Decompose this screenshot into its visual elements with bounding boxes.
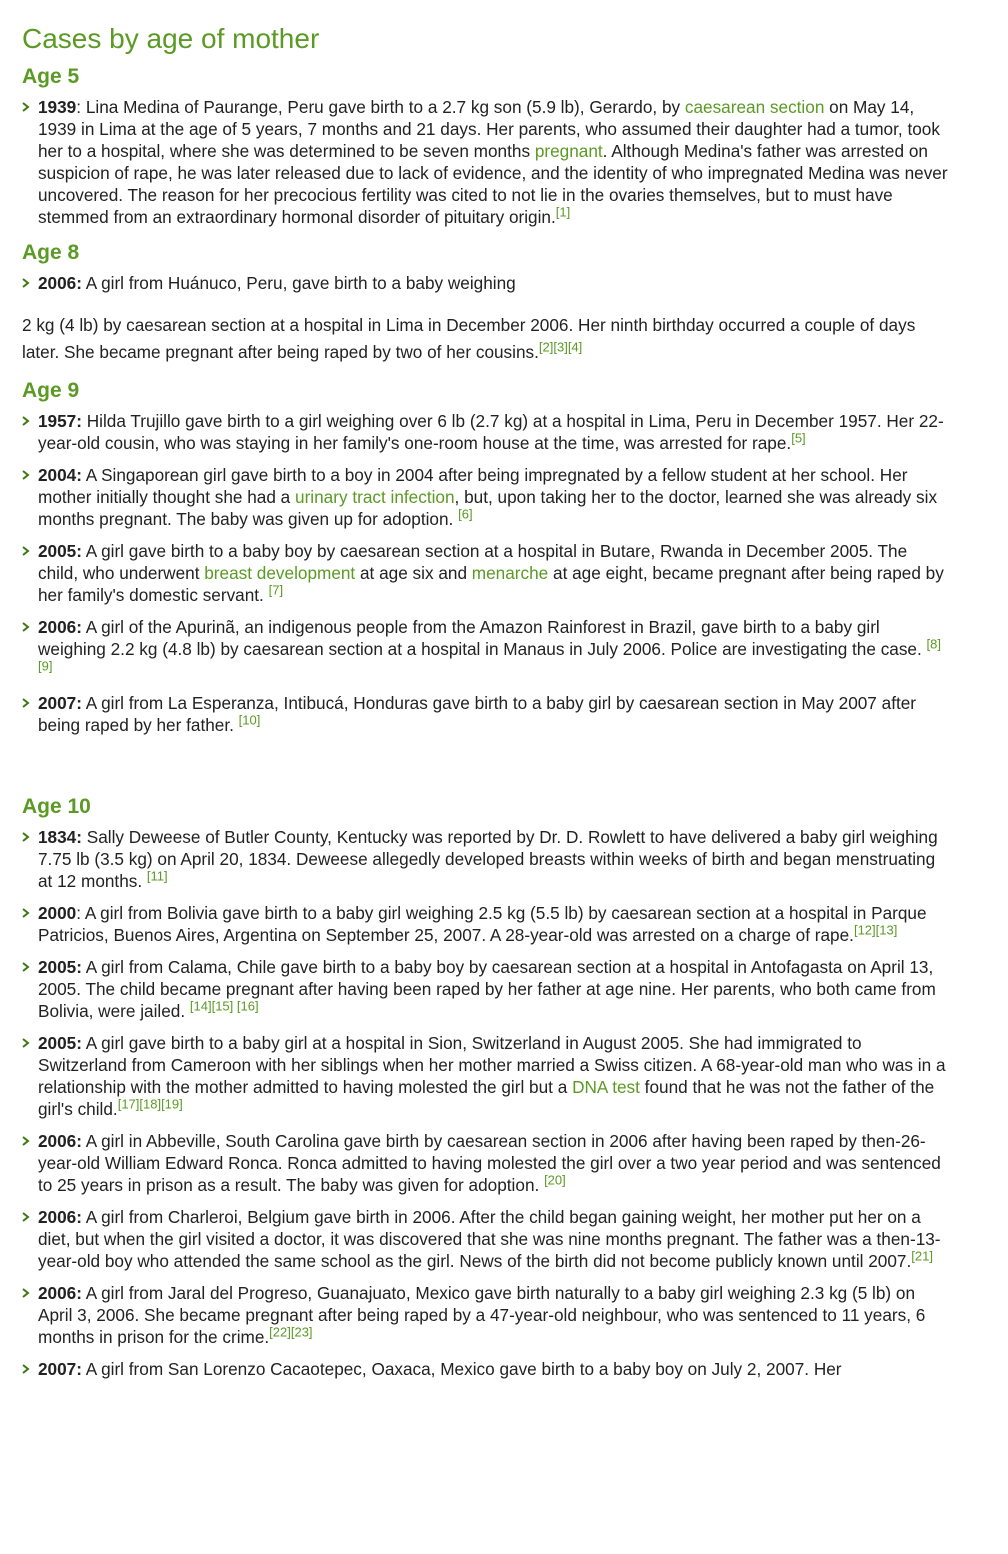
case-year: 1957:: [38, 411, 82, 431]
reference-link[interactable]: [8] [9]: [38, 636, 942, 674]
reference-link[interactable]: [21]: [911, 1248, 933, 1264]
case-year: 2006:: [38, 617, 82, 637]
reference-link[interactable]: [11]: [146, 868, 168, 884]
link-breast-development[interactable]: breast development: [204, 563, 356, 583]
list-item: 2004: A Singaporean girl gave birth to a boy in 2004 after being impregnated by a fellow student at her school. Her mother initially thought she had a urinary tract infection, but, upon taking her to the doctor, learned she was already six months pregnant. The baby was given up for adoption. [6]: [22, 464, 948, 530]
chevron-right-icon: [22, 1136, 30, 1146]
case-year: 2006:: [38, 1283, 82, 1303]
case-year: 2006:: [38, 1131, 82, 1151]
list-item: 2005: A girl gave birth to a baby girl at a hospital in Sion, Switzerland in August 2005. She had immigrated to Switzerland from Cameroon with her siblings when her mother married a Swiss citizen. A 68-year-old man who was in a relationship with the mother admitted to having molested the girl but a DNA test found that he was not the father of the girl's child.[17][18][19]: [22, 1032, 948, 1120]
link-menarche[interactable]: menarche: [471, 563, 549, 583]
chevron-right-icon: [22, 1038, 30, 1048]
section-heading-age-9: Age 9: [22, 379, 80, 402]
case-year: 1834:: [38, 827, 82, 847]
chevron-right-icon: [22, 698, 30, 708]
list-item: 1939: Lina Medina of Paurange, Peru gave birth to a 2.7 kg son (5.9 lb), Gerardo, by caesarean section on May 14, 1939 in Lima at the age of 5 years, 7 months and 21 days. Her parents, who assumed their daughter had a tumor, took her to a hospital, where she was determined to be seven months pregnant. Although Medina's father was arrested on suspicion of rape, he was later released due to lack of evidence, and the identity of who impregnated Medina was never uncovered. The reason for her precocious fertility was cited to not lie in the ovaries themselves, but to must have stemmed from an extraordinary hormonal disorder of pituitary origin.[1]: [22, 96, 948, 228]
paragraph: 2 kg (4 lb) by caesarean section at a hospital in Lima in December 2006. Her ninth birthday occurred a couple of days later. She became pregnant after being raped by two of her cousins.[2][3][4]: [22, 315, 916, 362]
case-list-age-9: [22, 410, 948, 736]
case-list-age-10: [22, 826, 948, 1380]
reference-link[interactable]: [17][18][19]: [117, 1096, 183, 1112]
case-year: 2005:: [38, 1033, 82, 1053]
reference-link[interactable]: [12][13]: [853, 922, 898, 938]
reference-link[interactable]: [14][15] [16]: [189, 998, 259, 1014]
reference-link[interactable]: [5]: [791, 430, 806, 446]
chevron-right-icon: [22, 470, 30, 480]
case-year: 1939: [38, 97, 77, 117]
case-list-age-8: [22, 272, 948, 294]
case-year: 2007:: [38, 693, 82, 713]
case-year: 2005:: [38, 957, 82, 977]
reference-link[interactable]: [6]: [458, 506, 473, 522]
link-pregnant[interactable]: pregnant: [534, 141, 603, 161]
list-item: 1834: Sally Deweese of Butler County, Kentucky was reported by Dr. D. Rowlett to have delivered a baby girl weighing 7.75 lb (3.5 kg) on April 20, 1834. Deweese allegedly developed breasts within weeks of birth and began menstruating at 12 months. [11]: [22, 826, 948, 892]
reference-link[interactable]: [22][23]: [269, 1324, 313, 1340]
section-heading-age-10: Age 10: [22, 795, 91, 818]
chevron-right-icon: [22, 546, 30, 556]
chevron-right-icon: [22, 832, 30, 842]
chevron-right-icon: [22, 1364, 30, 1374]
case-year: 2005:: [38, 541, 82, 561]
spacer: [22, 746, 948, 792]
case-year: 2007:: [38, 1359, 82, 1379]
reference-link[interactable]: [20]: [544, 1172, 566, 1188]
link-dna-test[interactable]: DNA test: [572, 1077, 640, 1097]
case-year: 2004:: [38, 465, 82, 485]
list-item: 2007: A girl from San Lorenzo Cacaotepec, Oaxaca, Mexico gave birth to a baby boy on July 2, 2007. Her: [22, 1358, 948, 1380]
list-item: 2006: A girl from Jaral del Progreso, Guanajuato, Mexico gave birth naturally to a baby girl weighing 2.3 kg (5 lb) on April 3, 2006. She became pregnant after being raped by a 47-year-old neighbour, who was sentenced to 11 years, 6 months in prison for the crime.[22][23]: [22, 1282, 948, 1348]
case-year: 2006:: [38, 273, 82, 293]
chevron-right-icon: [22, 1212, 30, 1222]
chevron-right-icon: [22, 278, 30, 288]
reference-link[interactable]: [2][3][4]: [538, 339, 583, 355]
chevron-right-icon: [22, 962, 30, 972]
reference-link[interactable]: [7]: [268, 582, 284, 598]
reference-link[interactable]: [10]: [238, 712, 261, 728]
case-list-age-5: [22, 96, 948, 228]
section-heading-age-5: Age 5: [22, 65, 80, 88]
page-title: Cases by age of mother: [22, 23, 320, 54]
chevron-right-icon: [22, 908, 30, 918]
list-item: 2000: A girl from Bolivia gave birth to a baby girl weighing 2.5 kg (5.5 lb) by caesarean section at a hospital in Parque Patricios, Buenos Aires, Argentina on September 25, 2007. A 28-year-old was arrested on a charge of rape.[12][13]: [22, 902, 948, 946]
chevron-right-icon: [22, 622, 30, 632]
reference-link[interactable]: [1]: [555, 204, 571, 220]
list-item: 2005: A girl from Calama, Chile gave birth to a baby boy by caesarean section at a hospital in Antofagasta on April 13, 2005. The child became pregnant after having been raped by her father at age nine. Her parents, who both came from Bolivia, were jailed. [14][15] [16]: [22, 956, 948, 1022]
list-item: 2006: A girl from Huánuco, Peru, gave birth to a baby weighing: [22, 272, 948, 294]
list-item: 2006: A girl in Abbeville, South Carolina gave birth by caesarean section in 2006 after having been raped by then-26-year-old William Edward Ronca. Ronca admitted to having molested the girl over a two year period and was sentenced to 25 years in prison as a result. The baby was given for adoption. [20]: [22, 1130, 948, 1196]
list-item: 2005: A girl gave birth to a baby boy by caesarean section at a hospital in Butare, Rwanda in December 2005. The child, who underwent breast development at age six and menarche at age eight, became pregnant after being raped by her family's domestic servant. [7]: [22, 540, 948, 606]
list-item: 2006: A girl of the Apurinã, an indigenous people from the Amazon Rainforest in Brazil, gave birth to a baby girl weighing 2.2 kg (4.8 lb) by caesarean section at a hospital in Manaus in July 2006. Police are investigating the case. [8] [9]: [22, 616, 948, 682]
list-item: 1957: Hilda Trujillo gave birth to a girl weighing over 6 lb (2.7 kg) at a hospital in Lima, Peru in December 1957. Her 22-year-old cousin, who was staying in her family's one-room house at the time, was arrested for rape.[5]: [22, 410, 948, 454]
case-year: 2006:: [38, 1207, 82, 1227]
list-item: 2007: A girl from La Esperanza, Intibucá, Honduras gave birth to a baby girl by caesarean section in May 2007 after being raped by her father. [10]: [22, 692, 948, 736]
chevron-right-icon: [22, 102, 30, 112]
chevron-right-icon: [22, 1288, 30, 1298]
chevron-right-icon: [22, 416, 30, 426]
link-caesarean-section[interactable]: caesarean section: [684, 97, 825, 117]
case-year: 2000: [38, 903, 77, 923]
section-heading-age-8: Age 8: [22, 241, 80, 264]
link-urinary-tract-infection[interactable]: urinary tract infection: [295, 487, 455, 507]
list-item: 2006: A girl from Charleroi, Belgium gave birth in 2006. After the child began gaining weight, her mother put her on a diet, but when the girl visited a doctor, it was discovered that she was nine months pregnant. The father was a then-13-year-old boy who attended the same school as the girl. News of the birth did not become publicly known until 2007.[21]: [22, 1206, 948, 1272]
